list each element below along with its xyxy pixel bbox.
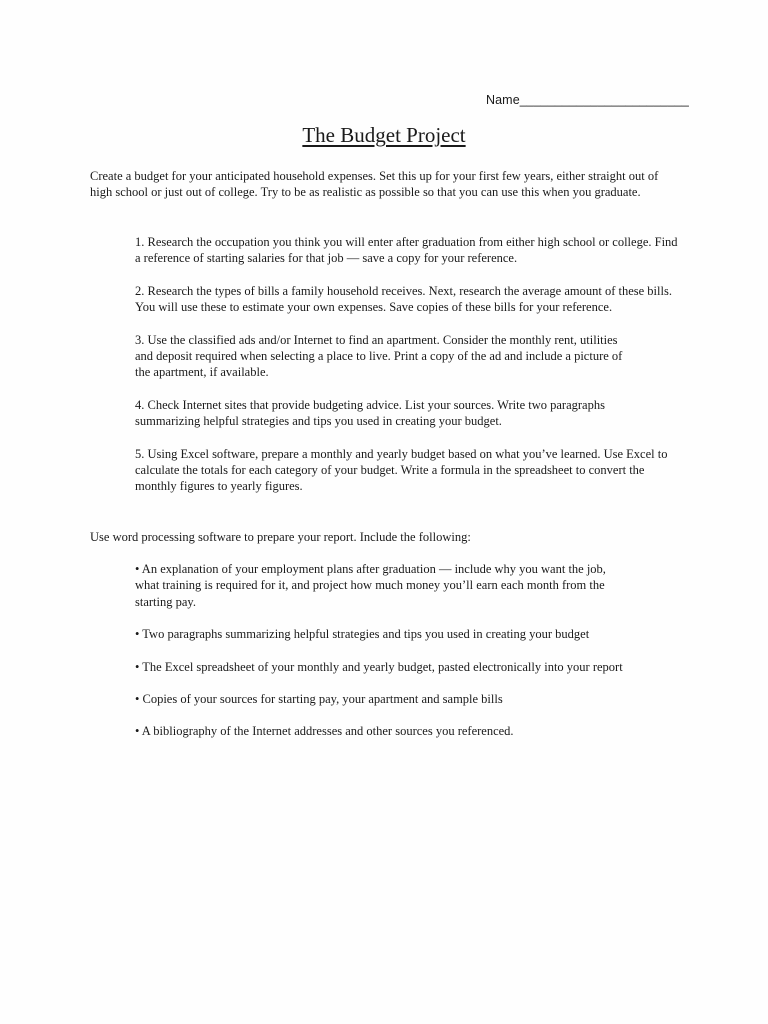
requirements-list — [135, 561, 680, 756]
instruction-paragraph: Use word processing software to prepare your report. Include the following: — [90, 530, 471, 544]
requirement-item-1: • An explanation of your employment plans after graduation — include why you want the job, what training is required for it, and project how much money you’ll earn each month from the starting pay. — [135, 562, 606, 609]
requirement-item-5: • A bibliography of the Internet addresses and other sources you referenced. — [135, 724, 514, 739]
requirement-item-3: • The Excel spreadsheet of your monthly and yearly budget, pasted electronically into your report — [135, 659, 623, 674]
step-item-2: 2. Research the types of bills a family household receives. Next, research the average amount of these bills. You will use these to estimate your own expenses. Save copies of these bills for your reference. — [135, 283, 672, 315]
requirement-item-2: • Two paragraphs summarizing helpful strategies and tips you used in creating your budget — [135, 627, 590, 642]
step-item-1: 1. Research the occupation you think you will enter after graduation from either high school or college. Find a reference of starting salaries for that job — save a copy for your reference. — [135, 235, 678, 266]
step-item-3: 3. Use the classified ads and/or Internet to find an apartment. Consider the monthly rent, utilities and deposit required when selecting a place to live. Print a copy of the ad and include a picture of the apartment, if available. — [135, 332, 623, 380]
step-item-5: 5. Using Excel software, prepare a monthly and yearly budget based on what you’ve learned. Use Excel to calculate the totals for each category of your budget. Write a formula in the spreadsheet to convert the monthly figures to yearly figures. — [135, 446, 668, 494]
intro-paragraph: Create a budget for your anticipated household expenses. Set this up for your first few years, either straight out of high school or just out of college. Try to be as realistic as possible so that you can use this when you graduate. — [90, 169, 659, 200]
steps-list — [135, 234, 680, 511]
requirement-item-4: • Copies of your sources for starting pay, your apartment and sample bills — [135, 692, 503, 707]
page-title: The Budget Project — [302, 123, 466, 147]
step-item-4: 4. Check Internet sites that provide budgeting advice. List your sources. Write two paragraphs summarizing helpful strategies and tips you used in creating your budget. — [135, 397, 605, 429]
name-field: Name________________________ — [486, 93, 689, 107]
